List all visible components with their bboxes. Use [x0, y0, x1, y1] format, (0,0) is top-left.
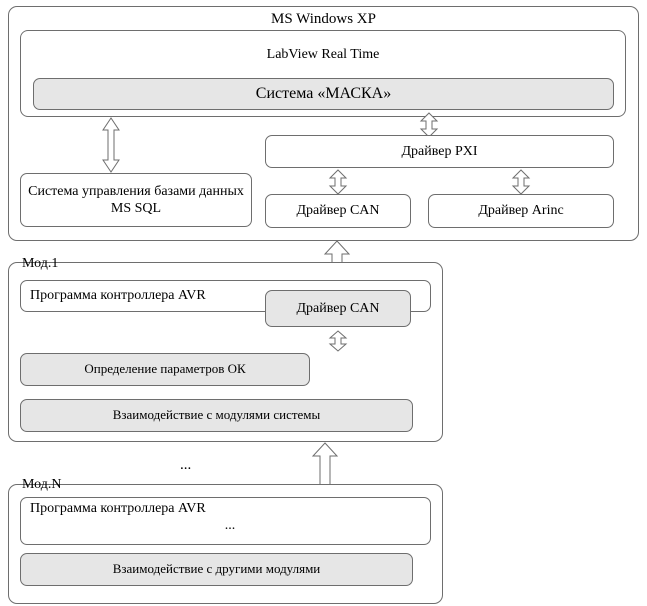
container-windows-xp-title: MS Windows XP: [271, 10, 376, 27]
container-mod1-label: Мод.1: [22, 256, 59, 271]
ellipsis-between-modules: ...: [180, 457, 192, 473]
container-labview-title: LabView Real Time: [266, 47, 380, 63]
box-avr-program-n-text: Программа контроллера AVR: [30, 501, 206, 516]
box-interaction-other-modules: Взаимодействие с другими модулями: [20, 553, 413, 586]
arrow-pxi-to-can: [327, 169, 349, 195]
box-avr-program-1: Программа контроллера AVR: [20, 280, 431, 312]
arrow-can-to-params: [327, 330, 349, 352]
box-database-ms-sql: Система управления базами данных MS SQL: [20, 173, 252, 227]
box-interaction-system-modules: Взаимодействие с модулями системы: [20, 399, 413, 432]
box-can-driver-xp: Драйвер CAN: [265, 194, 411, 228]
box-arinc-driver: Драйвер Arinc: [428, 194, 614, 228]
ellipsis-in-modn: ...: [224, 517, 236, 533]
box-params-ok: Определение параметров ОК: [20, 353, 310, 386]
box-can-driver-mod1: Драйвер CAN: [265, 290, 411, 327]
arrow-pxi-to-arinc: [510, 169, 532, 195]
box-maska: Система «МАСКА»: [33, 78, 614, 110]
arrow-maska-to-database: [100, 117, 122, 173]
box-pxi-driver: Драйвер PXI: [265, 135, 614, 168]
container-modn-label: Мод.N: [22, 477, 62, 492]
box-avr-program-n: [20, 497, 431, 545]
